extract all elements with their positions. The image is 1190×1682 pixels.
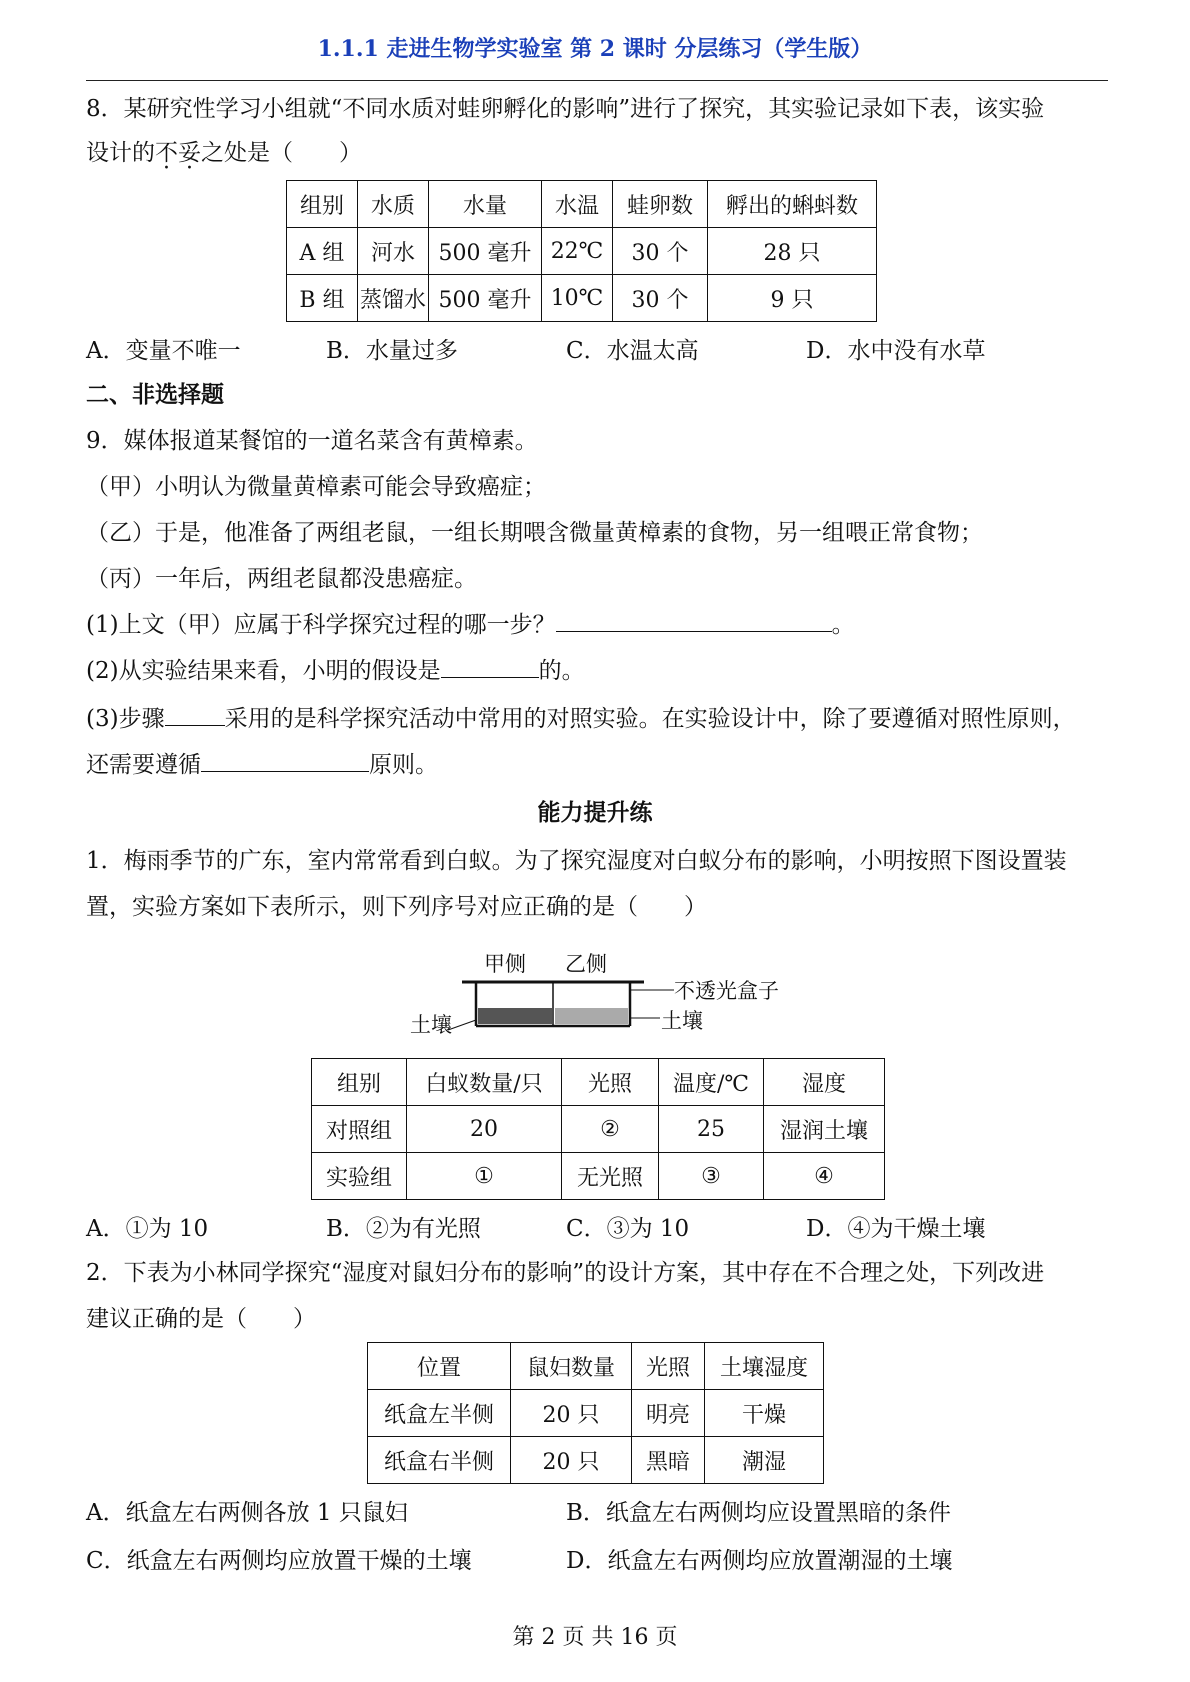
table-cell: B 组 xyxy=(287,275,358,322)
q9-part1-text: (1)上文（甲）应属于科学探究过程的哪一步？ xyxy=(86,612,556,638)
q8-emph-char-1: 不 xyxy=(155,140,178,166)
table-header-cell: 温度/℃ xyxy=(659,1059,764,1106)
q9-statement-a: （甲）小明认为微量黄樟素可能会导致癌症； xyxy=(86,474,546,500)
p2-stem-line1: 2．下表为小林同学探究“湿度对鼠妇分布的影响”的设计方案，其中存在不合理之处，下列改进 xyxy=(86,1260,1045,1286)
figure-label-right-side: 乙侧 xyxy=(565,952,607,976)
table-header-cell: 光照 xyxy=(632,1343,705,1390)
header-divider xyxy=(86,80,1108,81)
table-header-cell: 组别 xyxy=(312,1059,407,1106)
table-cell: ④ xyxy=(764,1153,885,1200)
table-cell: 无光照 xyxy=(562,1153,659,1200)
figure-label-box: 不透光盒子 xyxy=(674,979,779,1003)
table-cell: 20 只 xyxy=(511,1390,632,1437)
table-cell: 10℃ xyxy=(542,275,613,322)
table-header-cell: 孵出的蝌蚪数 xyxy=(708,181,877,228)
table-cell: 潮湿 xyxy=(705,1437,824,1484)
table-header-cell: 蛙卵数 xyxy=(613,181,708,228)
q9-part2-blank[interactable] xyxy=(441,657,539,678)
p1-stem-line1: 1．梅雨季节的广东，室内常常看到白蚁。为了探究湿度对白蚁分布的影响，小明按照下图设置装 xyxy=(86,848,1067,874)
p2-option-b[interactable]: B．纸盒左右两侧均应设置黑暗的条件 xyxy=(566,1500,951,1526)
p2-stem-line2: 建议正确的是（ ） xyxy=(86,1306,316,1332)
table-cell: ① xyxy=(407,1153,562,1200)
table-cell: 蒸馏水 xyxy=(358,275,429,322)
q8-option-b[interactable]: B．水量过多 xyxy=(326,338,458,364)
q9-part1 xyxy=(86,610,1116,640)
p1-table xyxy=(311,1058,885,1200)
table-cell: 干燥 xyxy=(705,1390,824,1437)
figure-label-left-side: 甲侧 xyxy=(484,952,526,976)
q9-part3-blank[interactable] xyxy=(165,705,225,726)
page-header-title: 1.1.1 走进生物学实验室 第 2 课时 分层练习（学生版） xyxy=(317,36,873,62)
table-header-cell: 水量 xyxy=(429,181,542,228)
q9-part3-line2 xyxy=(86,750,1116,780)
p1-option-d[interactable]: D．④为干燥土壤 xyxy=(806,1216,986,1242)
q8-emph-char-2: 妥 xyxy=(178,140,201,166)
q9-part3-text: (3)步骤 xyxy=(86,706,165,732)
table-header-row xyxy=(312,1059,885,1106)
soil-left-pointer xyxy=(448,1020,476,1030)
table-cell: 湿润土壤 xyxy=(764,1106,885,1153)
q8-line2-pre: 设计的 xyxy=(86,140,155,166)
soil-right xyxy=(555,1008,628,1024)
table-cell: 25 xyxy=(659,1106,764,1153)
q9-statement-c: （丙）一年后，两组老鼠都没患癌症。 xyxy=(86,566,477,592)
page-number: 第 2 页 共 16 页 xyxy=(512,1625,678,1650)
table-header-cell: 湿度 xyxy=(764,1059,885,1106)
table-cell: 22℃ xyxy=(542,228,613,275)
q9-part3-cont: 采用的是科学探究活动中常用的对照实验。在实验设计中，除了要遵循对照性原则， xyxy=(224,706,1076,732)
table-row xyxy=(368,1437,824,1484)
table-cell: 9 只 xyxy=(708,275,877,322)
table-row xyxy=(312,1106,885,1153)
table-cell: 500 毫升 xyxy=(429,228,542,275)
p1-option-b[interactable]: B．②为有光照 xyxy=(326,1216,481,1242)
table-cell: 河水 xyxy=(358,228,429,275)
q9-part3 xyxy=(86,704,1116,734)
table-header-cell: 光照 xyxy=(562,1059,659,1106)
p1-option-a[interactable]: A．①为 10 xyxy=(86,1216,209,1242)
p2-option-a[interactable]: A．纸盒左右两侧各放 1 只鼠妇 xyxy=(86,1500,408,1526)
table-cell: 纸盒右半侧 xyxy=(368,1437,511,1484)
p2-option-c[interactable]: C．纸盒左右两侧均应放置干燥的土壤 xyxy=(86,1548,472,1574)
q8-stem-line1: 8．某研究性学习小组就“不同水质对蛙卵孵化的影响”进行了探究，其实验记录如下表，该实验 xyxy=(86,96,1045,122)
q8-option-a[interactable]: A．变量不唯一 xyxy=(86,338,241,364)
q9-part2-end: 的。 xyxy=(538,658,585,684)
table-cell: 20 只 xyxy=(511,1437,632,1484)
table-cell: ③ xyxy=(659,1153,764,1200)
table-cell: 对照组 xyxy=(312,1106,407,1153)
table-cell: 500 毫升 xyxy=(429,275,542,322)
p2-table xyxy=(367,1342,824,1484)
table-header-row xyxy=(368,1343,824,1390)
q9-part3b-text: 还需要遵循 xyxy=(86,752,201,778)
figure-label-soil-right: 土壤 xyxy=(661,1009,703,1033)
p1-option-c[interactable]: C．③为 10 xyxy=(566,1216,690,1242)
table-cell: 明亮 xyxy=(632,1390,705,1437)
soil-left xyxy=(478,1008,552,1024)
q9-part1-blank[interactable] xyxy=(556,611,832,632)
q9-part2-text: (2)从实验结果来看，小明的假设是 xyxy=(86,658,441,684)
table-cell: 28 只 xyxy=(708,228,877,275)
q9-part3b-blank[interactable] xyxy=(201,751,369,772)
table-cell: A 组 xyxy=(287,228,358,275)
termite-box-figure xyxy=(400,948,800,1048)
table-header-cell: 位置 xyxy=(368,1343,511,1390)
q9-part2 xyxy=(86,656,1116,686)
table-row xyxy=(287,228,877,275)
table-header-cell: 鼠妇数量 xyxy=(511,1343,632,1390)
figure-label-soil-left: 土壤 xyxy=(410,1013,452,1037)
table-header-cell: 组别 xyxy=(287,181,358,228)
table-row xyxy=(287,275,877,322)
q8-option-c[interactable]: C．水温太高 xyxy=(566,338,699,364)
table-row xyxy=(312,1153,885,1200)
p1-stem-line2: 置，实验方案如下表所示，则下列序号对应正确的是（ ） xyxy=(86,894,707,920)
table-header-cell: 水质 xyxy=(358,181,429,228)
section-title-ability: 能力提升练 xyxy=(537,799,653,826)
q8-stem-line2 xyxy=(86,138,1116,168)
q9-part3b-end: 原则。 xyxy=(369,752,438,778)
section-title-nonchoice: 二、非选择题 xyxy=(86,381,224,408)
q9-statement-b: （乙）于是，他准备了两组老鼠，一组长期喂含微量黄樟素的食物，另一组喂正常食物； xyxy=(86,520,983,546)
q8-table xyxy=(286,180,877,322)
table-row xyxy=(368,1390,824,1437)
table-header-cell: 白蚁数量/只 xyxy=(407,1059,562,1106)
q9-part1-end: 。 xyxy=(831,612,855,638)
table-cell: 30 个 xyxy=(613,228,708,275)
table-header-cell: 水温 xyxy=(542,181,613,228)
table-cell: ② xyxy=(562,1106,659,1153)
q9-stem: 9．媒体报道某餐馆的一道名菜含有黄樟素。 xyxy=(86,428,538,454)
q8-option-d[interactable]: D．水中没有水草 xyxy=(806,338,986,364)
table-cell: 纸盒左半侧 xyxy=(368,1390,511,1437)
table-header-row xyxy=(287,181,877,228)
table-cell: 实验组 xyxy=(312,1153,407,1200)
table-cell: 20 xyxy=(407,1106,562,1153)
table-header-cell: 土壤湿度 xyxy=(705,1343,824,1390)
table-cell: 30 个 xyxy=(613,275,708,322)
q8-line2-post: 之处是（ ） xyxy=(201,140,362,166)
p2-option-d[interactable]: D．纸盒左右两侧均应放置潮湿的土壤 xyxy=(566,1548,953,1574)
table-cell: 黑暗 xyxy=(632,1437,705,1484)
